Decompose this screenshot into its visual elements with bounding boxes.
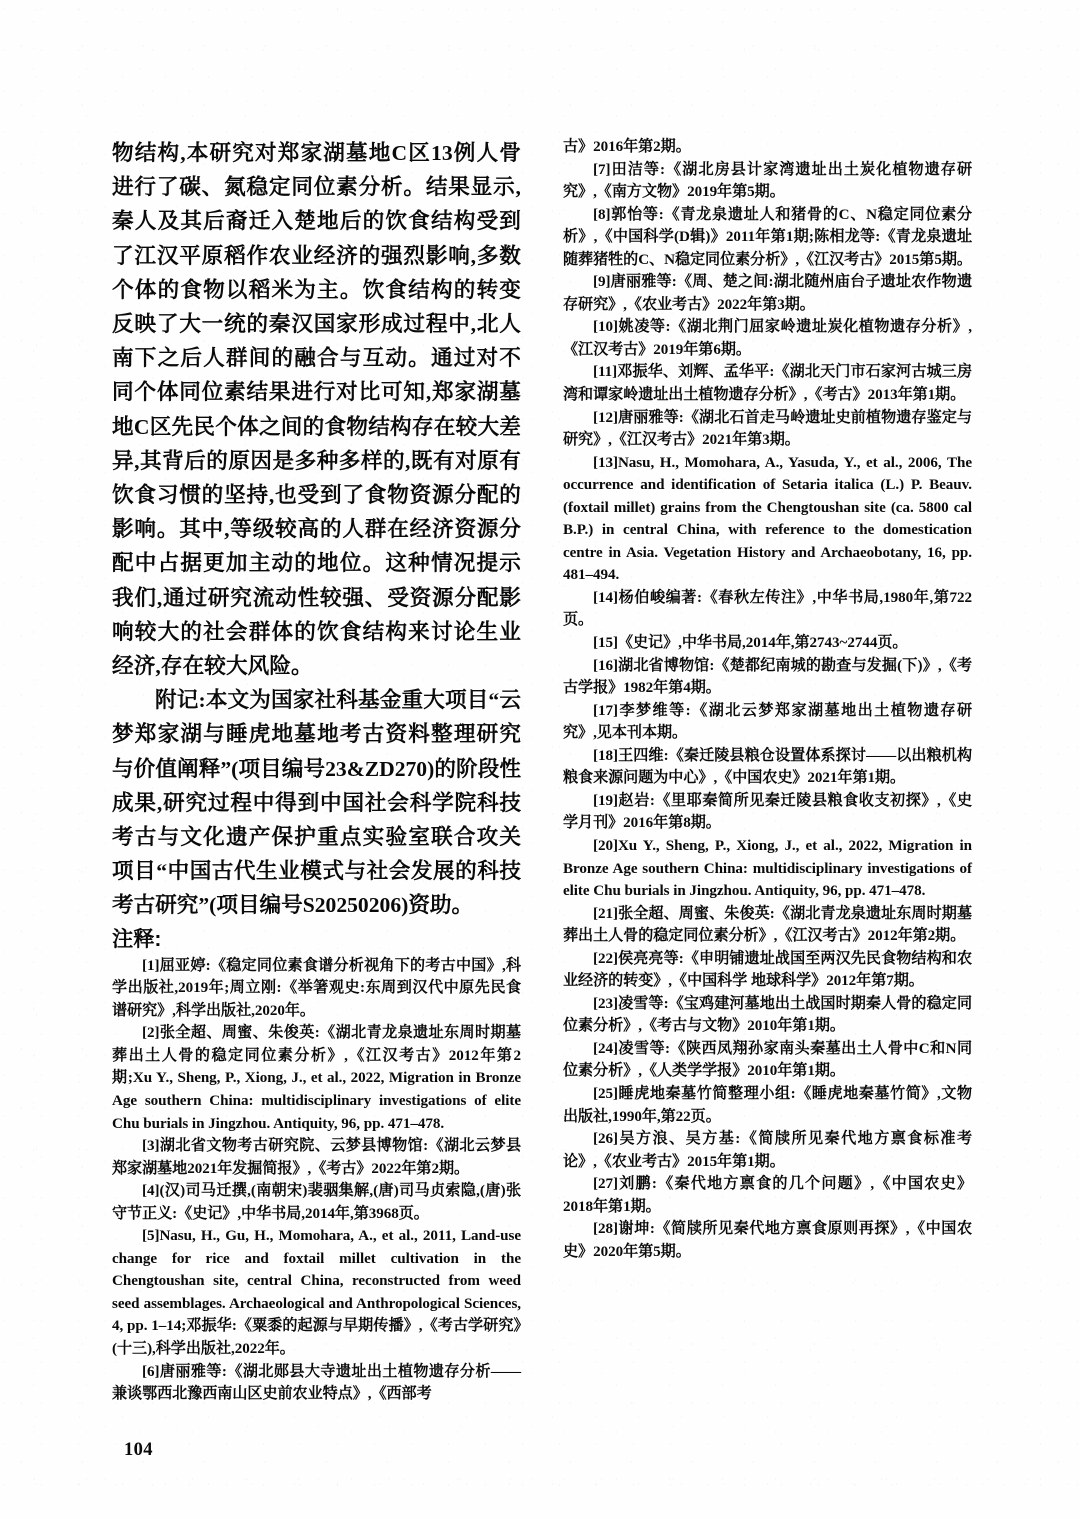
note-item: [9]唐丽雅等:《周、楚之间:湖北随州庙台子遗址农作物遗存研究》,《农业考古》2022年第3期。 (563, 274, 972, 313)
note-item: [10]姚凌等:《湖北荆门屈家岭遗址炭化植物遗存分析》,《江汉考古》2019年第6期。 (563, 319, 972, 358)
note-item: [20]Xu Y., Sheng, P., Xiong, J., et al., 2022, Migration in Bronze Age southern China: multidisciplinary investigations of elite Chu burials in Jingzhou. Antiquity, 96, pp. 471–478. (563, 837, 972, 900)
note-item: [1]屈亚婷:《稳定同位素食谱分析视角下的考古中国》,科学出版社,2019年;周立刚:《举箸观史:东周到汉代中原先民食谱研究》,科学出版社,2020年。 (112, 957, 521, 1019)
postscript-label: 附记: (155, 688, 206, 713)
note-item: [8]郭怡等:《青龙泉遗址人和猪骨的C、N稳定同位素分析》,《中国科学(D辑)》2011年第1期;陈相龙等:《青龙泉遗址随葬猪牲的C、N稳定同位素分析》,《江汉考古》2015第5期。 (563, 206, 972, 268)
postscript-paragraph (112, 683, 521, 922)
note-item: [14]杨伯峻编著:《春秋左传注》,中华书局,1980年,第722页。 (563, 589, 972, 629)
note-item: [28]谢坤:《简牍所见秦代地方禀食原则再探》,《中国农史》2020年第5期。 (563, 1221, 972, 1260)
note-item: [5]Nasu, H., Gu, H., Momohara, A., et al., 2011, Land-use change for rice and foxtail millet cultivation in the Chengtoushan site, central China, reconstructed from weed seed assemblages. Archaeological and Anthropological Sciences, 4, pp. 1–14;邓振华:《粟黍的起源与早期传播》,《考古学研究》(十三),科学出版社,2022年。 (112, 1228, 521, 1357)
conclusion-paragraph: 物结构,本研究对郑家湖墓地C区13例人骨进行了碳、氮稳定同位素分析。结果显示,秦人及其后裔迁入楚地后的饮食结构受到了江汉平原稻作农业经济的强烈影响,多数个体的食物以稻米为主。饮食结构的转变反映了大一统的秦汉国家形成过程中,北人南下之后人群间的融合与互动。通过对不同个体同位素结果进行对比可知,郑家湖墓地C区先民个体之间的食物结构存在较大差异,其背后的原因是多种多样的,既有对原有饮食习惯的坚持,也受到了食物资源分配的影响。其中,等级较高的人群在经济资源分配中占据更加主动的地位。这种情况提示我们,通过研究流动性较强、受资源分配影响较大的社会群体的饮食结构来讨论生业经济,存在较大风险。 (112, 141, 521, 679)
note-item: [18]王四维:《秦迁陵县粮仓设置体系探讨——以出粮机构粮食来源问题为中心》,《中国农史》2021年第1期。 (563, 747, 972, 787)
postscript-text: 本文为国家社科基金重大项目“云梦郑家湖与睡虎地墓地考古资料整理研究与价值阐释”(项目编号23&ZD270)的阶段性成果,研究过程中得到中国社会科学院科技考古与文化遗产保护重点实验室联合攻关项目“中国古代生业模式与社会发展的科技考古研究”(项目编号S20250206)资助。 (112, 688, 521, 918)
note-item: [23]凌雪等:《宝鸡建河墓地出土战国时期秦人骨的稳定同位素分析》,《考古与文物》2010年第1期。 (563, 995, 972, 1035)
note-item: [19]赵岩:《里耶秦简所见秦迁陵县粮食收支初探》,《史学月刊》2016年第8期。 (563, 792, 972, 832)
note-item: [26]吴方浪、吴方基:《简牍所见秦代地方禀食标准考论》,《农业考古》2015年第1期。 (563, 1131, 972, 1170)
continued-note-tail: 古》2016年第2期。 (563, 139, 691, 155)
page-number: 104 (124, 1440, 153, 1460)
note-item: [21]张全超、周蜜、朱俊英:《湖北青龙泉遗址东周时期墓葬出土人骨的稳定同位素分析》,《江汉考古》2012年第2期。 (563, 905, 972, 945)
right-column (563, 136, 972, 1406)
note-item: [27]刘鹏:《秦代地方禀食的几个问题》,《中国农史》2018年第1期。 (563, 1176, 972, 1215)
note-item: [11]邓振华、刘辉、孟华平:《湖北天门市石家河古城三房湾和谭家岭遗址出土植物遗存分析》,《考古》2013年第1期。 (563, 364, 972, 404)
two-column-layout (112, 136, 972, 1406)
note-item: [22]侯亮亮等:《申明铺遗址战国至两汉先民食物结构和农业经济的转变》,《中国科学 地球科学》2012年第7期。 (563, 950, 972, 990)
left-column (112, 136, 521, 1406)
notes-heading: 注释: (112, 927, 162, 951)
note-item: [24]凌雪等:《陕西凤翔孙家南头秦墓出土人骨中C和N同位素分析》,《人类学学报》2010年第1期。 (563, 1040, 972, 1080)
note-item: [6]唐丽雅等:《湖北郧县大寺遗址出土植物遗存分析——兼谈鄂西北豫西南山区史前农业特点》,《西部考 (112, 1363, 521, 1403)
note-item: [3]湖北省文物考古研究院、云梦县博物馆:《湖北云梦县郑家湖墓地2021年发掘简报》,《考古》2022年第2期。 (112, 1138, 521, 1177)
note-item: [25]睡虎地秦墓竹简整理小组:《睡虎地秦墓竹简》,文物出版社,1990年,第22页。 (563, 1085, 972, 1125)
note-item: [16]湖北省博物馆:《楚都纪南城的勘查与发掘(下)》,《考古学报》1982年第4期。 (563, 657, 972, 697)
note-item: [15]《史记》,中华书局,2014年,第2743~2744页。 (593, 635, 908, 652)
note-item: [4](汉)司马迁撰,(南朝宋)裴骃集解,(唐)司马贞索隐,(唐)张守节正义:《史记》,中华书局,2014年,第3968页。 (112, 1183, 521, 1222)
note-item: [13]Nasu, H., Momohara, A., Yasuda, Y., et al., 2006, The occurrence and identification of Setaria italica (L.) P. Beauv. (foxtail millet) grains from the Chengtoushan site (ca. 5800 cal B.P.) in central China, with reference to the domestication centre in Asia. Vegetation History and Archaeobotany, 16, pp. 481–494. (563, 454, 972, 584)
note-item: [12]唐丽雅等:《湖北石首走马岭遗址史前植物遗存鉴定与研究》,《江汉考古》2021年第3期。 (563, 409, 972, 449)
note-item: [2]张全超、周蜜、朱俊英:《湖北青龙泉遗址东周时期墓葬出土人骨的稳定同位素分析》,《江汉考古》2012年第2期;Xu Y., Sheng, P., Xiong, J., et al., 2022, Migration in Bronze Age southern China: multidisciplinary investigations of elite Chu burials in Jingzhou. Antiquity, 96, pp. 471–478. (112, 1025, 521, 1132)
note-item: [7]田洁等:《湖北房县计家湾遗址出土炭化植物遗存研究》,《南方文物》2019年第5期。 (563, 161, 972, 201)
note-item: [17]李梦维等:《湖北云梦郑家湖墓地出土植物遗存研究》,见本刊本期。 (563, 702, 972, 742)
